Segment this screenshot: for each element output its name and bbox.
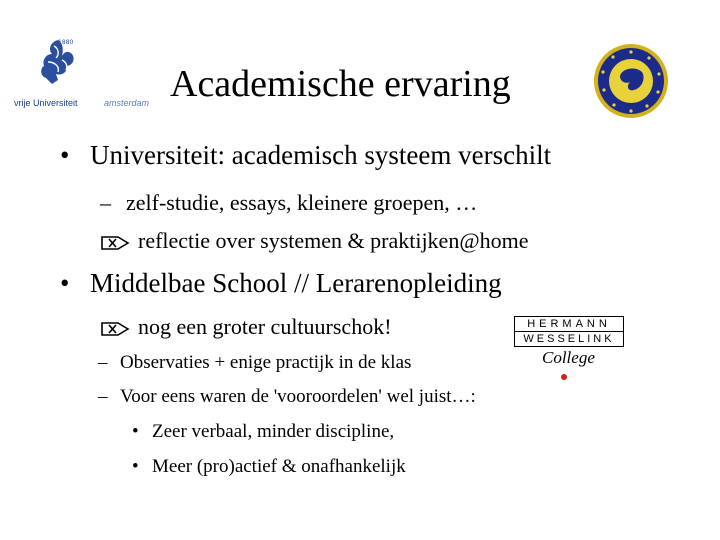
svg-text:1880: 1880 [58,39,74,46]
sub-bullet-text: nog een groter cultuurschok! [138,314,392,339]
bullet-marker: • [132,421,139,442]
sub-sub-bullet-text: Zeer verbaal, minder discipline, [152,421,395,442]
sub-sub-bullet-proactive [132,456,406,478]
slide-title: Academische ervaring [170,63,511,105]
sub-bullet-text: Voor eens waren de 'vooroordelen' wel juist…: [120,386,476,407]
sub-bullet-text: zelf-studie, essays, kleinere groepen, … [126,190,478,215]
dash-marker: – [100,190,111,215]
sub-sub-bullet-verbal [132,421,394,443]
dash-marker: – [98,386,108,407]
arrow-box-icon [100,234,130,252]
sub-sub-bullet-text: Meer (pro)actief & onafhankelijk [152,456,406,477]
logo-line-2: WESSELINK [514,332,624,347]
sub-bullet-text: Observaties + enige practijk in de klas [120,352,412,373]
vu-logo-name: vrije Universiteit [14,98,78,108]
seal-logo [592,42,670,120]
bullet-university [60,140,551,171]
vu-logo-city: amsterdam [104,98,150,108]
dash-marker: – [98,352,108,373]
sub-bullet-text: reflectie over systemen & praktijken@home [138,228,529,253]
logo-script: College [542,348,595,367]
bullet-secondary-school [60,268,502,299]
sub-bullet-observations [98,352,411,374]
sub-bullet-prejudices [98,386,476,408]
hermann-wesselink-logo [514,316,624,386]
griffin-icon [32,36,84,88]
bullet-marker: • [60,140,70,170]
sub-bullet-reflection [100,228,528,254]
arrow-box-icon [100,320,130,338]
bullet-marker: • [132,456,139,477]
sub-bullet-self-study [100,190,477,216]
sub-bullet-culture-shock [100,314,392,340]
vu-logo [14,36,154,112]
bullet-text: Middelbae School // Lerarenopleiding [90,268,502,298]
bullet-marker: • [60,268,70,298]
red-dot-icon [561,374,567,380]
logo-line-1: HERMANN [514,316,624,332]
bullet-text: Universiteit: academisch systeem verschilt [90,140,552,170]
